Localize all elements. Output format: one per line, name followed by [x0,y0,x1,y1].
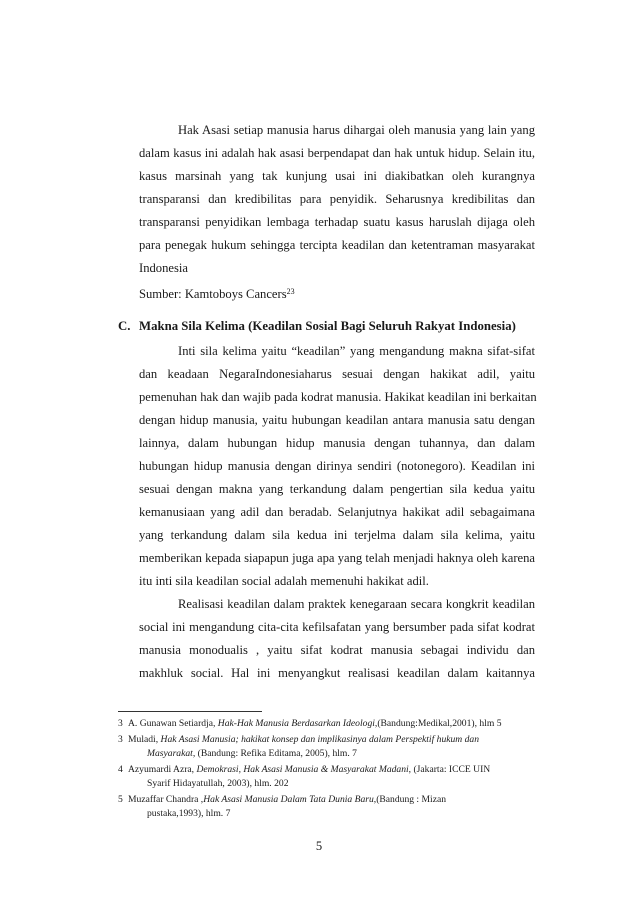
footnote [118,734,538,746]
text-line: makhluk social. Hal ini menyangkut realisasi keadilan dalam kaitannya [139,666,535,680]
footnote-title: Hak Asasi Manusia Dalam Tata Dunia Baru [203,794,374,805]
text-line: Hak Asasi setiap manusia harus dihargai oleh manusia yang lain yang [178,123,535,137]
footnote-publication: , (Jakarta: ICCE UIN [408,764,491,775]
section-title: Makna Sila Kelima (Keadilan Sosial Bagi Seluruh Rakyat Indonesia) [139,319,516,333]
text-line: manusia monodualis , yaitu sifat kodrat manusia sebagai individu dan [139,643,535,657]
text-line: sesuai dengan makna yang terkandung dalam pengertian sila kedua yaitu [139,482,535,496]
section-letter: C. [118,319,131,333]
footnote-publication: (Bandung: Refika Editama, 2005), hlm. 7 [195,748,357,759]
text-line: itu inti sila keadilan social adalah memenuhi hakikat adil. [139,574,429,588]
footnote [118,718,538,730]
footnote-author: A. Gunawan Setiardja, [128,718,218,729]
footnote-number: 5 [118,794,123,805]
text-line: transparansi penyidikan lembaga terhadap suatu kasus haruslah dijaga oleh [139,215,535,229]
text-line: transparansi dan kredibilitas para penyidik. Seharusnya kredibilitas dan [139,192,535,206]
footnote-separator [118,711,262,712]
text-line: yang terkandung dalam sila kedua ini terjelma dalam sila kelima, yaitu [139,528,535,542]
footnote-number: 4 [118,764,123,775]
text-line: pemenuhan hak dan wajib pada kodrat manusia. Hakikat keadilan ini berkaitan [139,390,537,404]
text-line: Realisasi keadilan dalam praktek kenegaraan secara kongkrit keadilan [178,597,535,611]
text-line: kemanusiaan yang adil dan beradab. Selanjutnya hakikat adil sebagaimana [139,505,535,519]
text-line: dan keadaan NegaraIndonesiaharus sesuai dengan hakikat adil, yaitu [139,367,535,381]
text-line: dalam kasus ini adalah hak asasi berpendapat dan hak untuk hidup. Selain itu, [139,146,535,160]
footnote-title: Hak-Hak Manusia Berdasarkan Ideologi [217,718,375,729]
source-label: Sumber: Kamtoboys Cancers [139,287,287,301]
text-line: social ini mengandung cita-cita kefilsafatan yang bersumber pada sifat kodrat [139,620,535,634]
text-line: Indonesia [139,261,188,275]
text-line: hubungan hidup manusia dengan dirinya sendiri (notonegoro). Keadilan ini [139,459,535,473]
section-heading [118,319,516,334]
text-line: memberikan kepada siapapun juga apa yang telah menjadi haknya oleh karena [139,551,535,565]
footnote-author: Azyumardi Azra, [128,764,197,775]
footnote-publication: pustaka,1993), hlm. 7 [147,808,231,819]
text-line: Inti sila kelima yaitu “keadilan” yang mengandung makna sifat-sifat [178,344,535,358]
footnote [118,794,538,806]
footnote-number: 3 [118,718,123,729]
footnote-title: Demokrasi, Hak Asasi Manusia & Masyarakat Madani [196,764,409,775]
footnote-number: 3 [118,734,123,745]
footnote-publication: ,(Bandung : Mizan [373,794,447,805]
text-line: para penegak hukum sehingga tercipta keadilan dan ketentraman masyarakat [139,238,535,252]
source-line [139,284,535,302]
page-number: 5 [315,839,323,853]
source-ref: 23 [286,287,295,296]
footnote-publication: ,(Bandung:Medikal,2001), hlm 5 [374,718,502,729]
footnote-author: Muzaffar Chandra , [128,794,204,805]
footnote-title-continued: Masyarakat, [147,748,196,759]
text-line: kasus marsinah yang tak kunjung usai ini diakibatkan oleh kurangnya [139,169,535,183]
footnote [118,764,538,776]
text-line: dengan hidup manusia, yaitu hubungan keadilan antara manusia satu dengan [139,413,535,427]
footnote-publication: Syarif Hidayatullah, 2003), hlm. 202 [147,778,289,789]
text-line: lainnya, dalam hubungan hidup manusia dengan tuhannya, dan dalam [139,436,535,450]
footnote-author: Muladi, [128,734,161,745]
footnote-title: Hak Asasi Manusia; hakikat konsep dan implikasinya dalam Perspektif hukum dan [160,734,480,745]
